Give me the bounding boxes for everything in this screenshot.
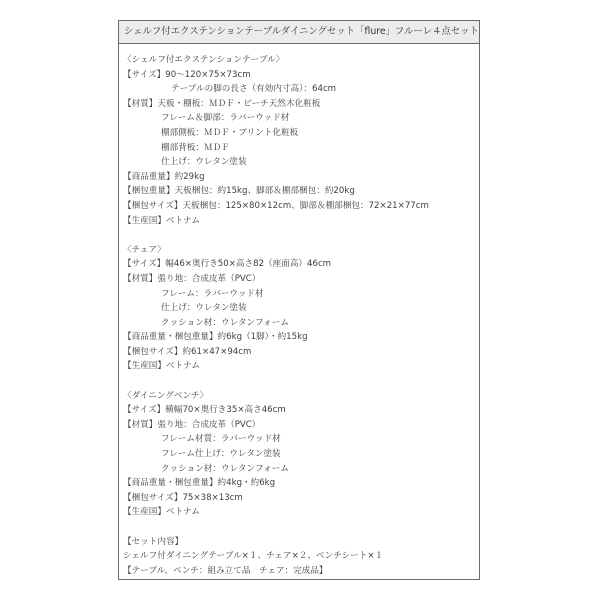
bench-origin: 【生産国】ベトナム: [123, 507, 200, 518]
section-gap: [123, 228, 477, 243]
table-pack-weight: 【梱包重量】天板梱包：約15kg、脚部＆棚部梱包：約20kg: [123, 186, 355, 197]
set-contents: シェルフ付ダイニングテーブル×１、チェア×２、ベンチシート×１: [123, 551, 384, 562]
table-material-finish: 仕上げ：ウレタン塗装: [161, 157, 247, 168]
spec-sheet-title: シェルフ付エクステンションテーブルダイニングセット「flure」フルーレ４点セット: [119, 21, 479, 44]
chair-origin: 【生産国】ベトナム: [123, 361, 200, 372]
chair-pack-size: 【梱包サイズ】約61×47×94cm: [123, 346, 252, 357]
table-weight: 【商品重量】約29kg: [123, 171, 205, 182]
spec-sheet-frame: [118, 20, 480, 580]
table-heading: 〈シェルフ付エクステンションテーブル〉: [123, 55, 285, 65]
table-pack-size: 【梱包サイズ】天板梱包：125×80×12cm、脚部＆棚部梱包：72×21×77cm: [123, 200, 429, 211]
table-leg-length: テーブルの脚の長さ（有効内寸高）：64cm: [171, 84, 337, 95]
table-material-top: 【材質】天板・棚板：ＭＤＦ・ビーチ天然木化粧板: [123, 98, 321, 109]
chair-material-frame: フレーム：ラバーウッド材: [161, 288, 264, 299]
table-origin: 【生産国】ベトナム: [123, 215, 200, 226]
table-material-shelf-side: 棚部側板：ＭＤＦ・プリント化粧板: [161, 127, 299, 138]
table-size: 【サイズ】90～120×75×73cm: [123, 69, 251, 80]
bench-material-cover: 【材質】張り地：合成皮革（PVC）: [123, 419, 261, 430]
bench-material-cushion: クッション材：ウレタンフォーム: [161, 463, 289, 474]
chair-material-finish: 仕上げ：ウレタン塗装: [161, 303, 247, 314]
bench-pack-size: 【梱包サイズ】75×38×13cm: [123, 492, 243, 503]
bench-material-frame: フレーム材質：ラバーウッド材: [161, 434, 281, 445]
set-assembly-note: 【テーブル、ベンチ：組み立て品 チェア：完成品】: [123, 565, 328, 576]
bench-weight: 【商品重量・梱包重量】約4kg・約6kg: [123, 478, 276, 489]
table-material-frame: フレーム＆脚部：ラバーウッド材: [161, 113, 290, 124]
chair-size: 【サイズ】幅46×奥行き50×高さ82（座面高）46cm: [123, 259, 332, 270]
spec-sheet-content: [123, 53, 477, 578]
set-heading: 【セット内容】: [123, 536, 184, 547]
bench-size: 【サイズ】横幅70×奥行き35×高さ46cm: [123, 405, 286, 416]
chair-weight: 【商品重量・梱包重量】約6kg（1脚）・約15kg: [123, 332, 308, 343]
table-material-shelf-back: 棚部背板：ＭＤＦ: [161, 142, 230, 153]
chair-heading: 〈チェア〉: [123, 244, 166, 255]
chair-material-cushion: クッション材：ウレタンフォーム: [161, 317, 289, 328]
section-gap: [123, 374, 477, 389]
bench-heading: 〈ダイニングベンチ〉: [123, 390, 209, 401]
chair-material-cover: 【材質】張り地：合成皮革（PVC）: [123, 273, 261, 284]
section-gap: [123, 520, 477, 535]
bench-material-finish: フレーム仕上げ：ウレタン塗装: [161, 449, 281, 460]
